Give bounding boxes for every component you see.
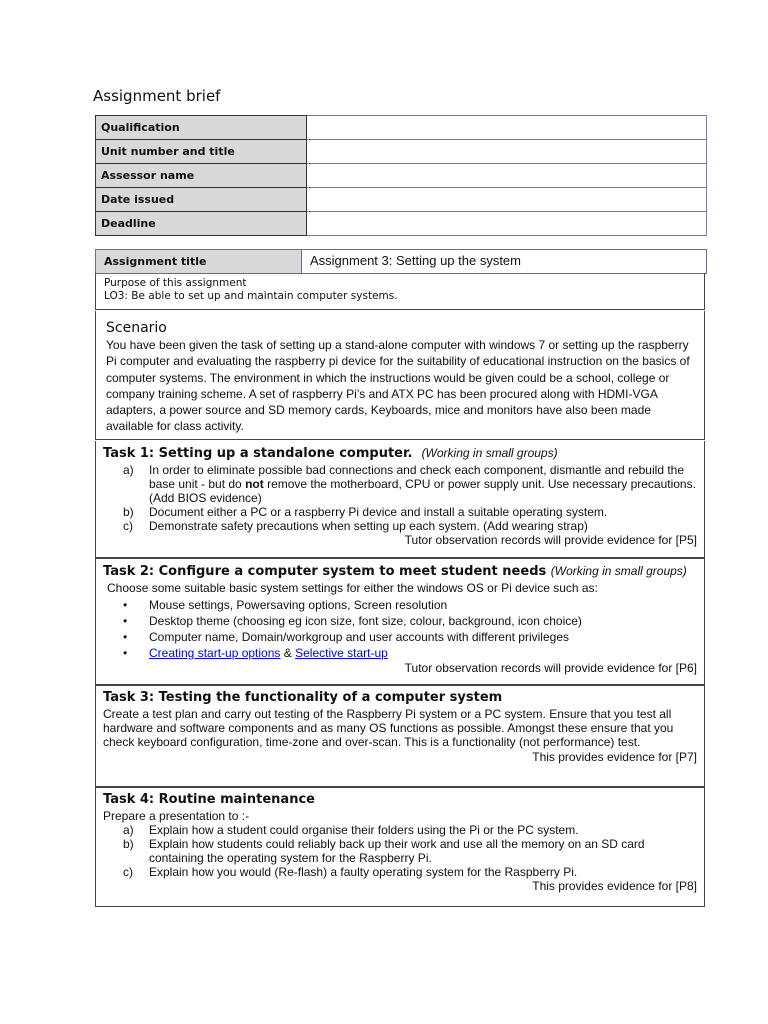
meta-table xyxy=(95,115,707,236)
item-bold: not xyxy=(245,477,264,491)
table-row xyxy=(96,116,707,140)
purpose-heading: Purpose of this assignment xyxy=(104,277,247,289)
page-heading: Assignment brief xyxy=(93,87,221,105)
list-item xyxy=(103,823,697,837)
list-item xyxy=(103,645,697,661)
assignment-title-value: Assignment 3: Setting up the system xyxy=(310,253,521,268)
task-note: (Working in small groups) xyxy=(550,564,687,578)
task-title: Task 4: Routine maintenance xyxy=(103,792,315,807)
evidence-note: Tutor observation records will provide evidence for [P6] xyxy=(404,661,697,675)
bullet-icon: • xyxy=(123,598,128,612)
list-marker: a) xyxy=(123,823,134,837)
task-2 xyxy=(95,558,705,685)
list-item xyxy=(103,505,697,519)
meta-label: Unit number and title xyxy=(96,140,307,164)
meta-label: Qualification xyxy=(96,116,307,140)
list-item xyxy=(103,837,697,865)
table-row xyxy=(96,164,707,188)
item-text: Demonstrate safety precautions when setting up each system. (Add wearing strap) xyxy=(149,519,588,533)
item-text: Desktop theme (choosing eg icon size, font size, colour, background, icon choice) xyxy=(149,614,582,628)
meta-value[interactable] xyxy=(307,212,707,236)
list-item xyxy=(103,629,697,645)
task-1 xyxy=(95,441,705,558)
list-marker: b) xyxy=(123,837,134,851)
bullet-icon: • xyxy=(123,614,128,628)
item-text: Document either a PC or a raspberry Pi device and install a suitable operating system. xyxy=(149,505,608,519)
evidence-note: Tutor observation records will provide evidence for [P5] xyxy=(404,533,697,547)
item-text: Explain how students could reliably back up their work and use all the memory on an SD card containing the operating system for the Raspberry Pi. xyxy=(149,837,645,865)
table-row xyxy=(96,140,707,164)
evidence-note: This provides evidence for [P7] xyxy=(532,750,697,764)
item-text: Mouse settings, Powersaving options, Screen resolution xyxy=(149,598,448,612)
meta-value[interactable] xyxy=(307,116,707,140)
evidence-note: This provides evidence for [P8] xyxy=(532,879,697,893)
task-intro: Choose some suitable basic system settings for either the windows OS or Pi device such as: xyxy=(107,581,598,595)
bullet-icon: • xyxy=(123,630,128,644)
selective-startup-link[interactable]: Selective start-up xyxy=(295,646,388,660)
task-note: (Working in small groups) xyxy=(421,446,558,460)
list-item xyxy=(103,519,697,533)
list-marker: b) xyxy=(123,505,134,519)
task-intro: Prepare a presentation to :- xyxy=(103,809,250,823)
meta-value[interactable] xyxy=(307,188,707,212)
task-3 xyxy=(95,685,705,787)
list-item xyxy=(103,463,697,505)
creating-startup-options-link[interactable]: Creating start-up options xyxy=(149,646,281,660)
meta-value[interactable] xyxy=(307,164,707,188)
scenario-text: You have been given the task of setting up a stand-alone computer with windows 7 or setting up the raspberry Pi computer and evaluating the raspberry pi device for the suitability of educational instruction on the basics of computer systems. The environment in which the instructions would be given could be a school, college or company training scheme. A set of raspberry Pi’s and ATX PC has been procured along with HDMI-VGA adapters, a power source and SD memory cards, Keyboards, mice and monitors have also been made available for class activity. xyxy=(106,338,690,434)
ampersand: & xyxy=(283,646,292,660)
list-item xyxy=(103,865,697,879)
task-4 xyxy=(95,787,705,907)
learning-outcome: LO3: Be able to set up and maintain computer systems. xyxy=(104,290,398,302)
table-row xyxy=(96,212,707,236)
list-marker: c) xyxy=(123,865,133,879)
meta-value[interactable] xyxy=(307,140,707,164)
list-marker: a) xyxy=(123,463,134,477)
list-item xyxy=(103,613,697,629)
item-text: Explain how you would (Re-flash) a faulty operating system for the Raspberry Pi. xyxy=(149,865,578,879)
scenario-section xyxy=(95,311,705,440)
table-row xyxy=(96,188,707,212)
bullet-icon: • xyxy=(123,646,128,660)
assignment-title-label: Assignment title xyxy=(96,250,302,273)
task-title-text: Task 1: Setting up a standalone computer. xyxy=(103,446,413,461)
scenario-title: Scenario xyxy=(106,320,167,336)
task-title xyxy=(103,444,697,463)
meta-label: Date issued xyxy=(96,188,307,212)
task-title: Task 3: Testing the functionality of a computer system xyxy=(103,690,503,705)
meta-label: Assessor name xyxy=(96,164,307,188)
list-marker: c) xyxy=(123,519,133,533)
item-text: Computer name, Domain/workgroup and user accounts with different privileges xyxy=(149,630,569,644)
item-text-part: In order to eliminate possible bad connections and check each component, dismantle and rebuild the base unit - but do xyxy=(149,463,685,491)
assignment-title-row xyxy=(95,249,707,274)
task-title xyxy=(103,562,697,581)
task-title-text: Task 2: Configure a computer system to meet student needs xyxy=(103,564,547,579)
item-text: Explain how a student could organise their folders using the Pi or the PC system. xyxy=(149,823,579,837)
task-text: Create a test plan and carry out testing of the Raspberry Pi system or a PC system. Ensure that you test all hardware and software components and as many OS functions as possible. Amongst these ensure that you check keyboard configuration, time-zone and over-scan. This is a functionality (not performance) test. xyxy=(103,707,674,749)
purpose-section xyxy=(95,273,705,310)
meta-label: Deadline xyxy=(96,212,307,236)
list-item xyxy=(103,597,697,613)
item-text-part: remove the motherboard, CPU or power supply unit. Use necessary precautions. (Add BIOS evidence) xyxy=(149,477,696,505)
item-text xyxy=(149,463,697,505)
